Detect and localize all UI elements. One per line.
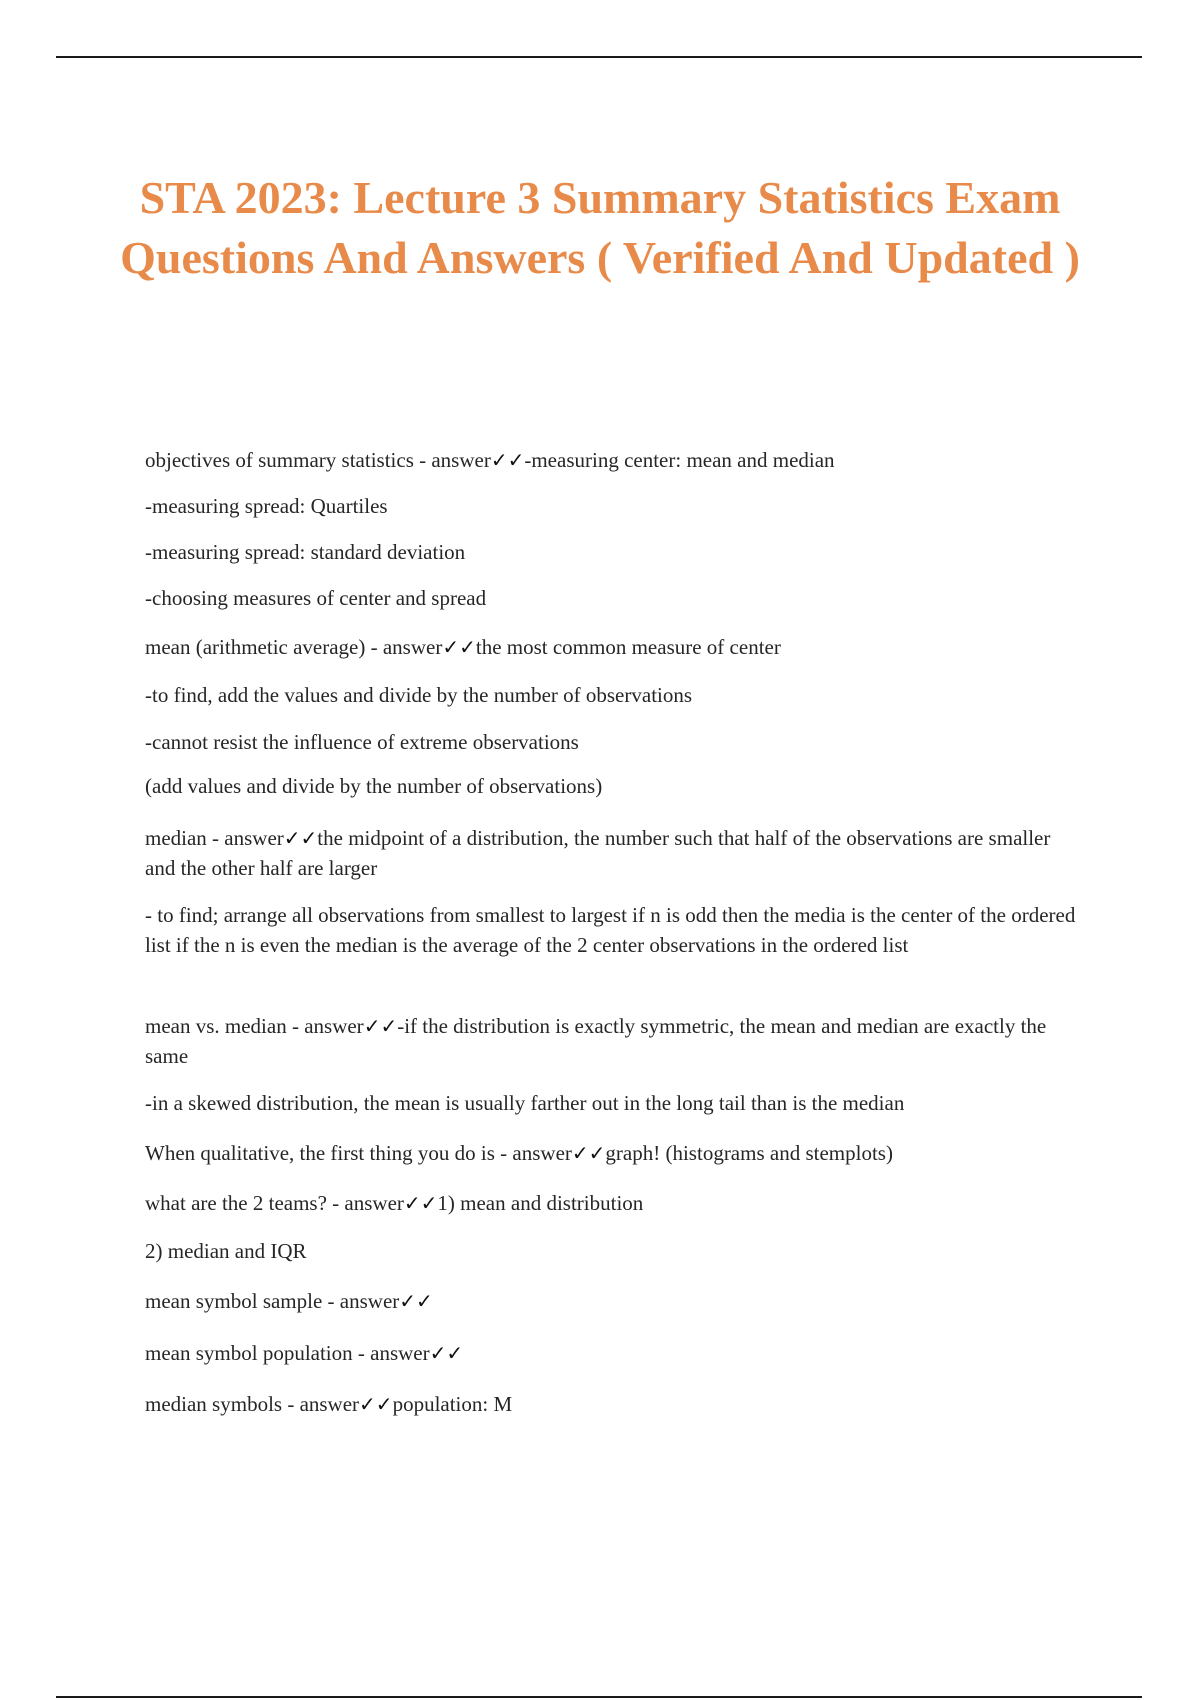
entry-text: -in a skewed distribution, the mean is usually farther out in the long tail than is the median bbox=[145, 1091, 905, 1115]
entry-answer: 1) mean and distribution bbox=[437, 1191, 644, 1215]
check-mark-icon: ✓✓ bbox=[490, 448, 525, 472]
entry-text: -to find, add the values and divide by the number of observations bbox=[145, 683, 693, 707]
entry-line bbox=[145, 491, 1080, 521]
entry-line bbox=[145, 727, 1080, 757]
entry-line bbox=[145, 1088, 1080, 1118]
check-mark-icon: ✓✓ bbox=[363, 1014, 398, 1038]
entry-question: mean symbol sample - answer bbox=[145, 1289, 400, 1313]
entry-median-symbols bbox=[145, 1389, 1080, 1419]
entry-question: mean vs. median - answer bbox=[145, 1014, 364, 1038]
entry-median bbox=[145, 823, 1080, 883]
entry-qualitative bbox=[145, 1138, 1080, 1168]
entry-answer: the most common measure of center bbox=[475, 635, 781, 659]
check-mark-icon: ✓✓ bbox=[403, 1191, 438, 1215]
document-title: STA 2023: Lecture 3 Summary Statistics Exam Questions And Answers ( Verified And Updated ) bbox=[120, 172, 1080, 283]
entry-text: (add values and divide by the number of observations) bbox=[145, 774, 603, 798]
entry-objectives bbox=[145, 445, 1080, 475]
check-mark-icon: ✓✓ bbox=[399, 1289, 433, 1313]
entry-mean-symbol-population bbox=[145, 1338, 1080, 1368]
entry-question: When qualitative, the first thing you do is - answer bbox=[145, 1141, 572, 1165]
check-mark-icon: ✓✓ bbox=[571, 1141, 606, 1165]
entry-answer: graph! (histograms and stemplots) bbox=[605, 1141, 893, 1165]
entry-text: -cannot resist the influence of extreme observations bbox=[145, 730, 579, 754]
check-mark-icon: ✓✓ bbox=[359, 1392, 393, 1416]
bottom-rule bbox=[56, 1696, 1142, 1698]
entry-question: mean symbol population - answer bbox=[145, 1341, 430, 1365]
entry-line bbox=[145, 680, 1080, 710]
entry-text: -choosing measures of center and spread bbox=[145, 586, 487, 610]
entry-text: -measuring spread: standard deviation bbox=[145, 540, 466, 564]
entry-answer: -measuring center: mean and median bbox=[524, 448, 835, 472]
entry-line bbox=[145, 900, 1080, 960]
check-mark-icon: ✓✓ bbox=[283, 826, 318, 850]
entry-text: 2) median and IQR bbox=[145, 1239, 307, 1263]
entry-mean-vs-median bbox=[145, 1011, 1080, 1071]
entry-text: - to find; arrange all observations from smallest to largest if n is odd then the media is the center of the ordered list if the n is even the median is the average of the 2 center observations in the ordered list bbox=[145, 903, 1076, 957]
entry-text: -measuring spread: Quartiles bbox=[145, 494, 388, 518]
entry-line bbox=[145, 583, 1080, 613]
entry-question: median - answer bbox=[145, 826, 284, 850]
entry-answer: -if the distribution is exactly symmetric, the mean and median are exactly the same bbox=[145, 1014, 1047, 1068]
entry-question: what are the 2 teams? - answer bbox=[145, 1191, 404, 1215]
entry-line bbox=[145, 771, 1080, 801]
entry-answer: population: M bbox=[392, 1392, 513, 1416]
check-mark-icon: ✓✓ bbox=[442, 635, 476, 659]
entry-question: objectives of summary statistics - answer bbox=[145, 448, 491, 472]
entry-mean-symbol-sample bbox=[145, 1286, 1080, 1316]
entry-mean bbox=[145, 632, 1080, 662]
entry-teams bbox=[145, 1188, 1080, 1218]
entry-question: median symbols - answer bbox=[145, 1392, 360, 1416]
entry-line bbox=[145, 537, 1080, 567]
entry-line bbox=[145, 1236, 1080, 1266]
entry-question: mean (arithmetic average) - answer bbox=[145, 635, 443, 659]
check-mark-icon: ✓✓ bbox=[429, 1341, 464, 1365]
entry-answer: the midpoint of a distribution, the number such that half of the observations are smaller and the other half are larger bbox=[145, 826, 1051, 880]
